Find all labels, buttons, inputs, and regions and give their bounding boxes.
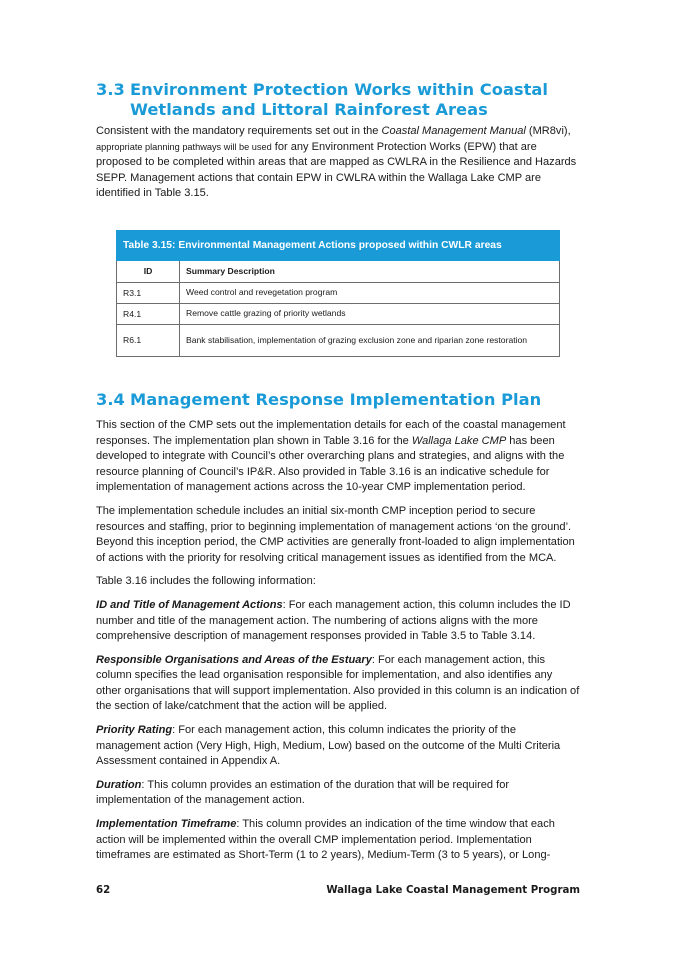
table-3-15 <box>116 230 560 357</box>
definition-text: : This column provides an estimation of the duration that will be required for implementation of the management action. <box>96 778 510 807</box>
table-row <box>117 282 560 303</box>
row-id: R3.1 <box>117 282 180 303</box>
page-body <box>96 80 580 872</box>
column-header-description: Summary Description <box>180 260 560 282</box>
page-number: 62 <box>96 885 111 896</box>
text-run: Consistent with the mandatory requirements set out in the <box>96 125 382 137</box>
definition-term: ID and Title of Management Actions <box>96 598 283 611</box>
section-3-4-heading <box>96 390 580 410</box>
section-3-3-heading <box>96 80 580 120</box>
section-title: Management Response Implementation Plan <box>130 389 542 409</box>
text-run: for any Environment Protection Works (EPW) that are proposed to be completed within areas that are mapped as CWLRA in the Resilience and Hazards SEPP. Management actions that contain EPW in CWLRA within the Wallaga Lake CMP are identified in Table 3.15. <box>96 140 577 200</box>
text-run: This section of the CMP sets out the implementation details for each of the coastal management responses. The implementation plan shown in Table 3.16 for the <box>96 418 566 447</box>
section-3-4-paragraph-3: Table 3.16 includes the following information: <box>96 575 316 588</box>
manual-title: Coastal Management Manual <box>381 125 526 137</box>
definition-text: : For each management action, this column indicates the priority of the management action (Very High, High, Medium, Low) based on the outcome of the Multi Criteria Assessment contained in Appendix A. <box>96 724 561 768</box>
definition-item <box>96 723 580 770</box>
table-header-row <box>117 260 560 282</box>
table-caption: Table 3.15: Environmental Management Actions proposed within CWLR areas <box>117 230 560 260</box>
text-run: (MR8vi), <box>525 125 571 137</box>
row-description: Remove cattle grazing of priority wetlands <box>180 303 560 324</box>
section-title: Environment Protection Works within Coastal Wetlands and Littoral Rainforest Areas <box>130 80 548 119</box>
section-3-4-paragraph-1 <box>96 418 580 496</box>
row-id: R4.1 <box>117 303 180 324</box>
definition-term: Priority Rating <box>96 724 173 737</box>
definition-term: Responsible Organisations and Areas of the Estuary <box>96 653 372 666</box>
definition-item <box>96 778 580 809</box>
document-title: Wallaga Lake Coastal Management Program <box>326 885 580 896</box>
section-3-3-paragraph <box>96 124 580 202</box>
cmp-title: Wallaga Lake CMP <box>411 434 507 447</box>
definition-item <box>96 817 580 864</box>
table-row <box>117 303 560 324</box>
table-row <box>117 324 560 356</box>
definition-text: : For each management action, this column includes the ID number and title of the management action. The numbering of actions aligns with the more comprehensive description of management responses provided in Table 3.5 to Table 3.14. <box>96 598 571 643</box>
definition-item <box>96 653 580 715</box>
section-number: 3.3 <box>96 80 125 99</box>
table-caption-row <box>117 230 560 260</box>
definition-text: : This column provides an indication of the time window that each action will be implemented within the overall CMP implementation period. Implementation timeframes are estimated as Short-Term (1 to 2 years), Medium-Term (3 to 5 years), or Long- <box>96 818 555 862</box>
section-number: 3.4 <box>96 389 125 409</box>
row-description: Weed control and revegetation program <box>180 282 560 303</box>
definition-term: Implementation Timeframe <box>96 818 237 831</box>
row-id: R6.1 <box>117 324 180 356</box>
page-footer <box>96 885 580 896</box>
text-run-small: appropriate planning pathways will be used <box>96 141 272 152</box>
row-description: Bank stabilisation, implementation of grazing exclusion zone and riparian zone restoration <box>180 324 560 356</box>
definition-item <box>96 598 580 645</box>
column-header-id: ID <box>117 260 180 282</box>
definition-text: : For each management action, this column specifies the lead organisation responsible for implementation, and also identifies any other organisations that will support implementation. Also provided in this column is an indication of the section of lake/catchment that the action will be applied. <box>96 653 580 713</box>
definition-term: Duration <box>96 778 142 791</box>
text-run: has been developed to integrate with Council’s other overarching plans and strategies, and aligns with the resource planning of Council’s IP&R. Also provided in Table 3.16 is an indicative schedule for implementation of management actions across the 10-year CMP implementation period. <box>96 434 565 494</box>
section-3-4-paragraph-2: The implementation schedule includes an initial six-month CMP inception period to secure resources and staffing, prior to beginning implementation of management actions ‘on the ground’. Beyond this inception period, the CMP activities are generally front-loaded to align implementation of actions with the priority for resolving critical management issues as identified from the MCA. <box>96 504 575 564</box>
